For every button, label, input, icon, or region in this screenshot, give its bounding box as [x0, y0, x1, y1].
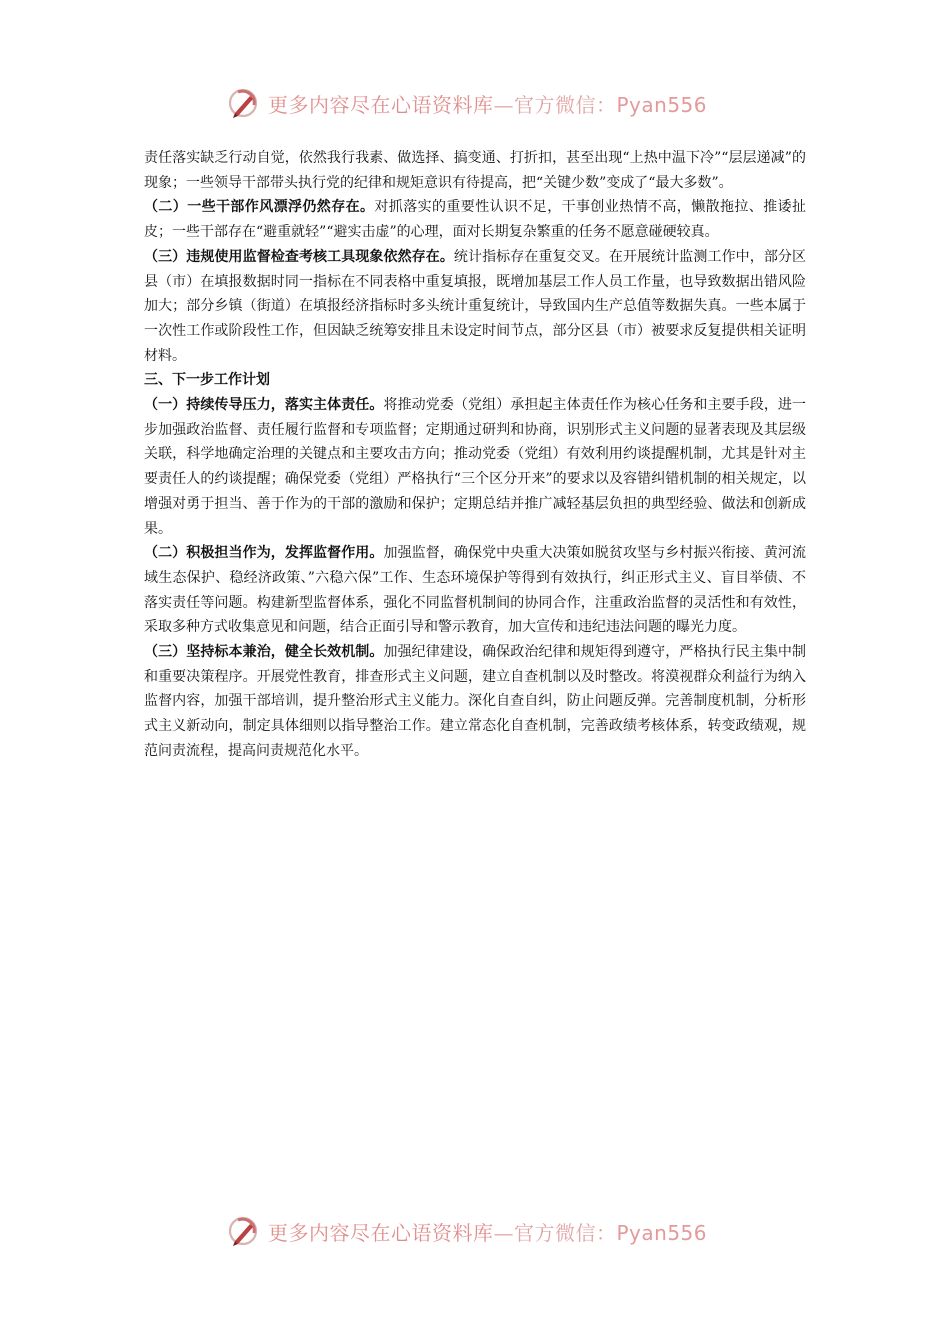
paragraph-lead: （三）违规使用监督检查考核工具现象依然存在。	[144, 248, 454, 265]
paragraph-text: 对抓落实的重要性认识不足，干事创业热情不高，懒散拖拉、推诿扯皮；一些干部存在“避重就轻”“避实击虚”的心理，面对长期复杂繁重的任务不愿意碰硬较真。	[144, 199, 807, 241]
paragraph-text: 加强纪律建设，确保政治纪律和规矩得到遵守，严格执行民主集中制和重要决策程序。开展党性教育，排查形式主义问题，建立自查机制以及时整改。将漠视群众利益行为纳入监督内容，加强干部培训，提升整治形式主义能力。深化自查自纠，防止问题反弹。完善制度机制，分析形式主义新动向，制定具体细则以指导整治工作。建立常态化自查机制，完善政绩考核体系，转变政绩观，规范问责流程，提高问责规范化水平。	[144, 644, 807, 759]
paragraph	[144, 640, 806, 764]
paragraph-lead: （二）积极担当作为，发挥监督作用。	[144, 545, 384, 562]
document-body	[144, 146, 806, 764]
footer-banner	[226, 1212, 746, 1250]
banner-text	[268, 89, 707, 118]
paragraph-lead: （二）一些干部作风漂浮仍然存在。	[144, 199, 375, 216]
paragraph	[144, 541, 806, 640]
banner-wechat-id: Pyan556	[616, 1220, 708, 1245]
banner-wechat-id: Pyan556	[616, 92, 708, 117]
paragraph-lead: （三）坚持标本兼治，健全长效机制。	[144, 644, 384, 661]
paragraph-text: 统计指标存在重复交叉。在开展统计监测工作中，部分区县（市）在填报数据时同一指标在不同表格中重复填报，既增加基层工作人员工作量，也导致数据出错风险加大；部分乡镇（街道）在填报经济指标时多头统计重复统计，导致国内生产总值等数据失真。一些本属于一次性工作或阶段性工作，但因缺乏统筹安排且未设定时间节点，部分区县（市）被要求反复提供相关证明材料。	[144, 248, 807, 364]
banner-brand: 更多内容尽在心语资料库	[268, 92, 494, 117]
paragraph-text: 加强监督，确保党中央重大决策如脱贫攻坚与乡村振兴衔接、黄河流域生态保护、稳经济政策、”六稳六保”工作、生态环境保护等得到有效执行，纠正形式主义、盲目举债、不落实责任等问题。构建新型监督体系，强化不同监督机制间的协同合作，注重政治监督的灵活性和有效性，采取多种方式收集意见和问题，结合正面引导和警示教育，加大宣传和违纪违法问题的曝光力度。	[144, 545, 807, 636]
header-banner	[226, 84, 746, 122]
paragraph	[144, 146, 806, 195]
banner-text	[268, 1217, 707, 1246]
banner-label: 官方微信：	[514, 1220, 617, 1245]
banner-brand: 更多内容尽在心语资料库	[268, 1220, 494, 1245]
paragraph	[144, 245, 806, 369]
paragraph-lead: （一）持续传导压力，落实主体责任。	[144, 397, 384, 414]
pen-logo-icon	[226, 85, 262, 121]
paragraph-text: 将推动党委（党组）承担起主体责任作为核心任务和主要手段，进一步加强政治监督、责任履行监督和专项监督；定期通过研判和协商，识别形式主义问题的显著表现及其层级关联，科学地确定治理的关键点和主要攻击方向；推动党委（党组）有效利用约谈提醒机制，尤其是针对主要责任人的约谈提醒；确保党委（党组）严格执行“三个区分开来”的要求以及容错纠错机制的相关规定，以增强对勇于担当、善于作为的干部的激励和保护；定期总结并推广减轻基层负担的典型经验、做法和创新成果。	[144, 397, 807, 537]
paragraph	[144, 393, 806, 541]
section-heading: 三、下一步工作计划	[144, 372, 270, 389]
paragraph	[144, 195, 806, 244]
banner-dash: —	[493, 1220, 514, 1245]
pen-logo-icon	[226, 1213, 262, 1249]
banner-dash: —	[493, 92, 514, 117]
paragraph-text: 责任落实缺乏行动自觉，依然我行我素、做选择、搞变通、打折扣，甚至出现“上热中温下冷”“层层递减”的现象；一些领导干部带头执行党的纪律和规矩意识有待提高，把“关键少数”变成了“最大多数”。	[144, 150, 806, 191]
banner-label: 官方微信：	[514, 92, 617, 117]
